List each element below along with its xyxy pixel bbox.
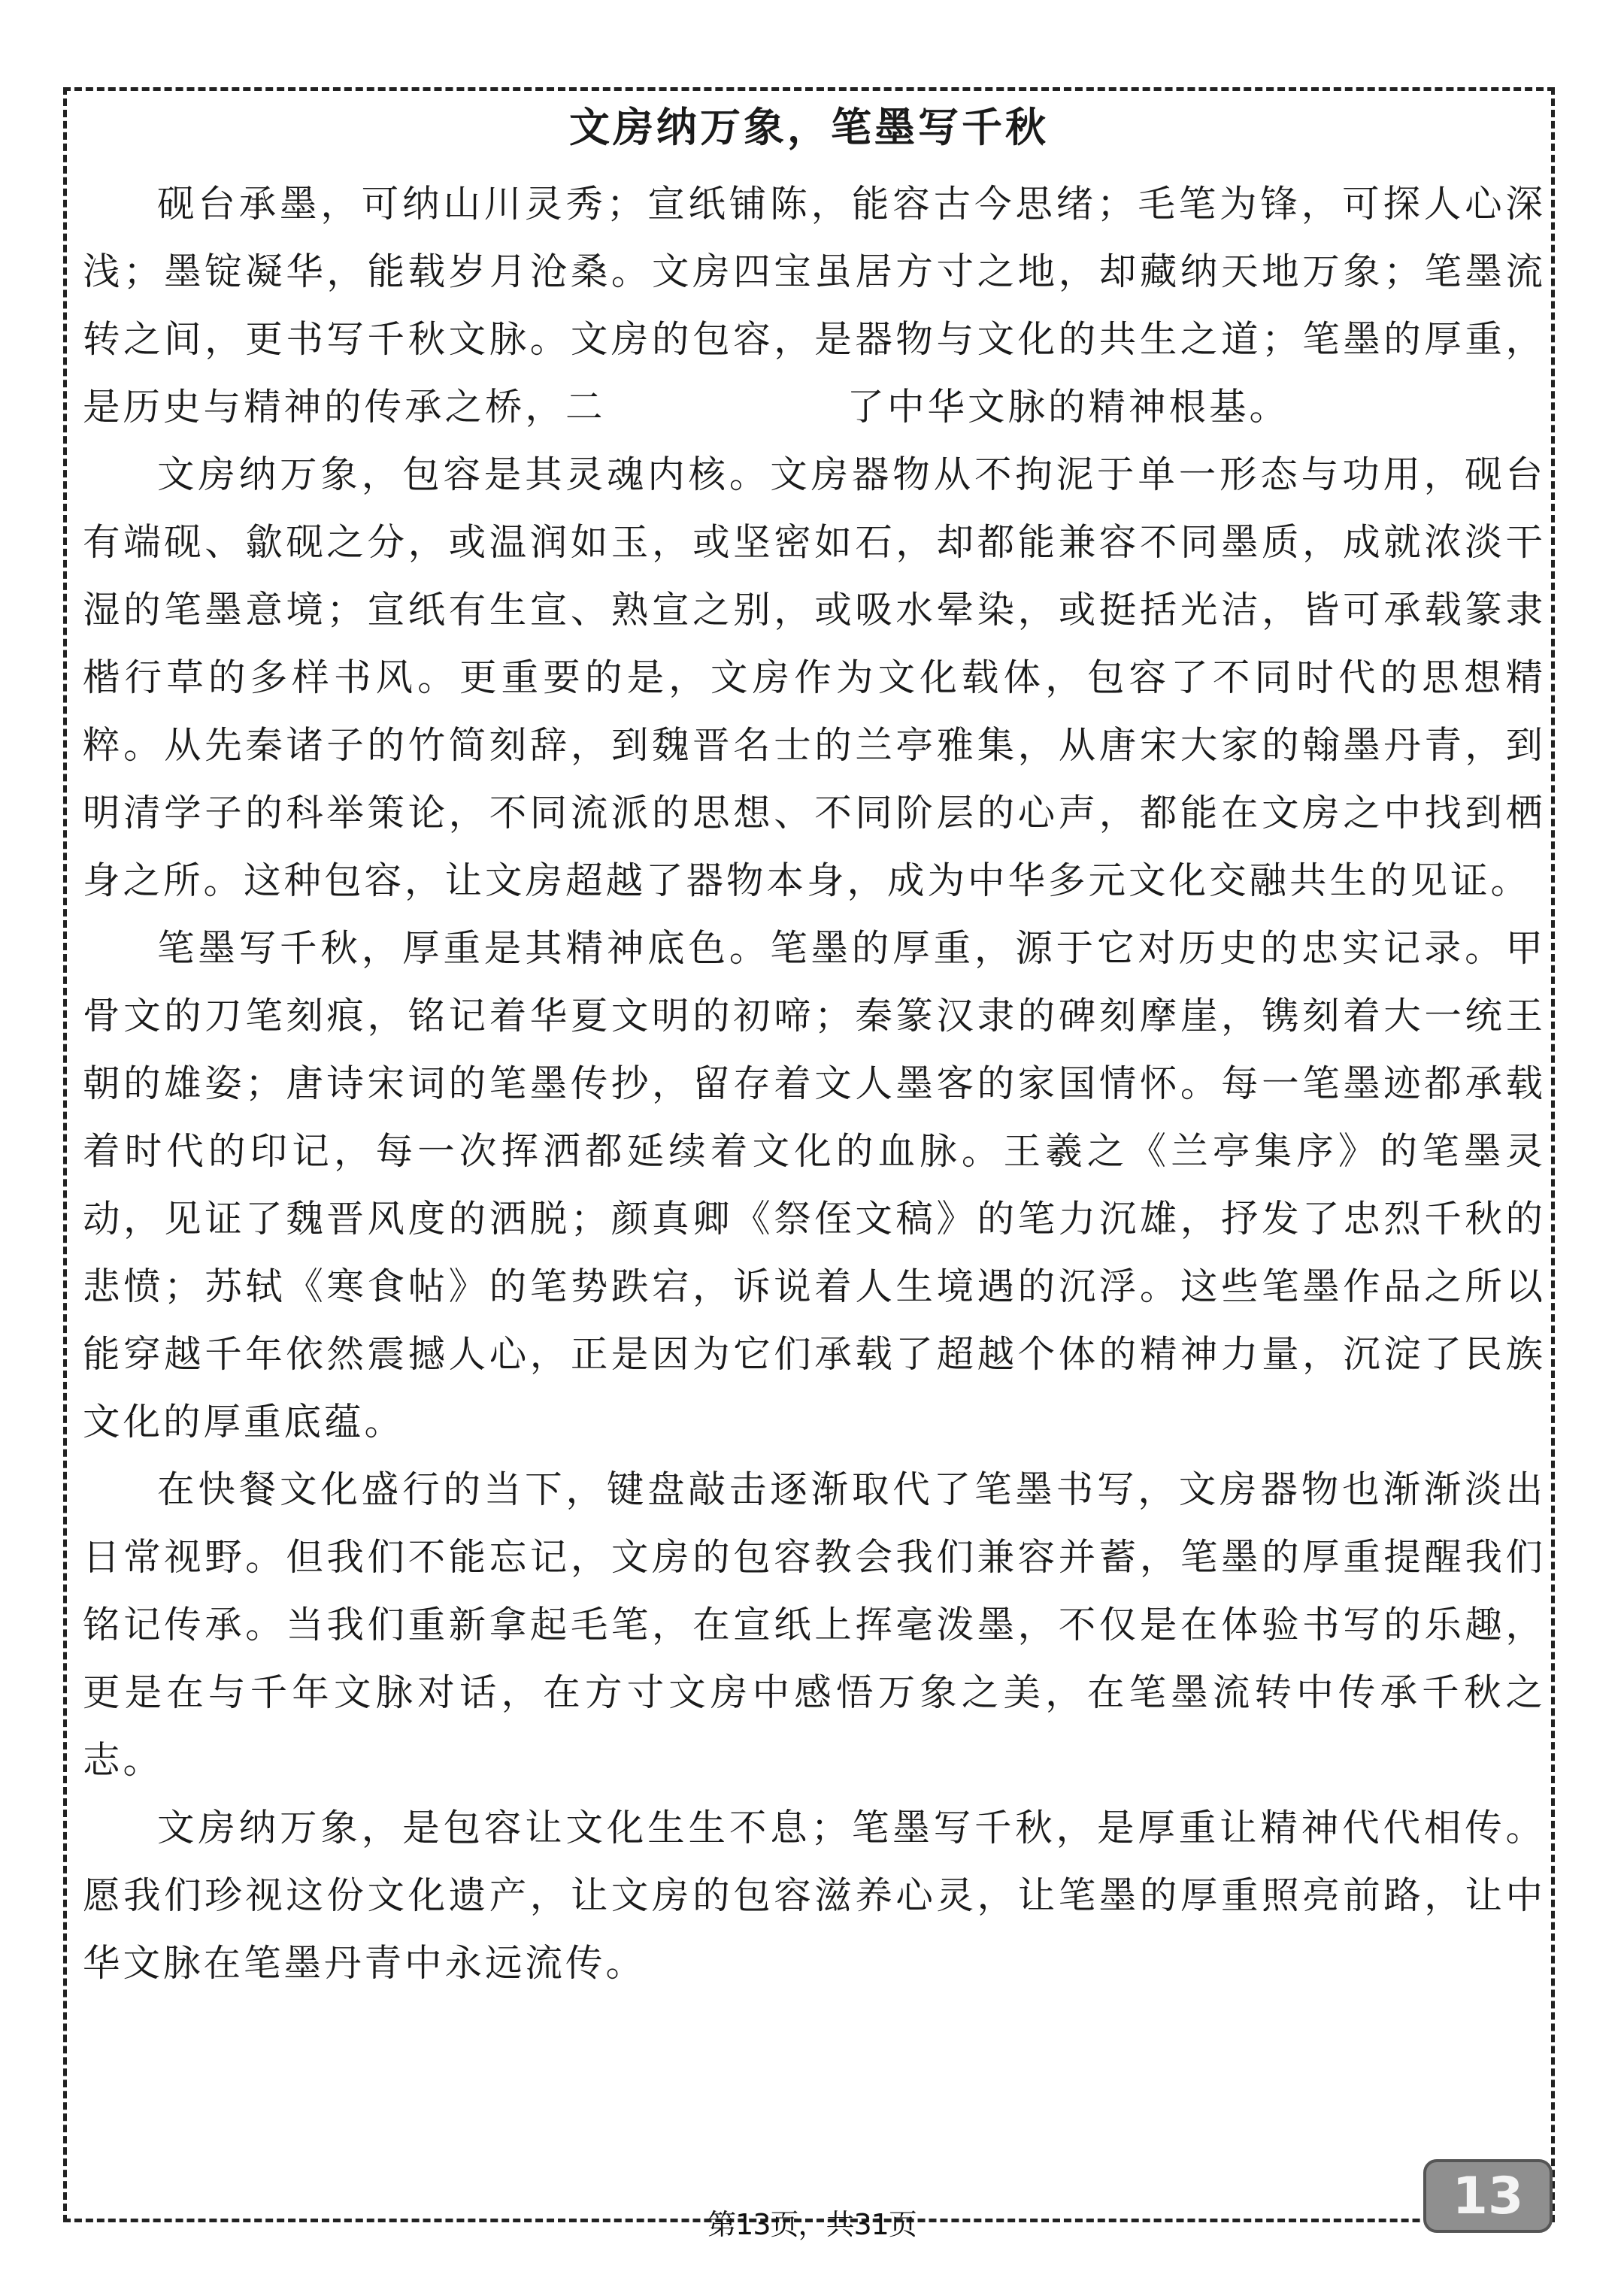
paragraph-4: 在快餐文化盛行的当下，键盘敲击逐渐取代了笔墨书写，文房器物也渐渐淡出日常视野。但我们不能忘记，文房的包容教会我们兼容并蓄，笔墨的厚重提醒我们铭记传承。当我们重新拿起毛笔，在宣纸上挥毫泼墨，不仅是在体验书写的乐趣，更是在与千年文脉对话，在方寸文房中感悟万象之美，在笔墨流转中传承千秋之志。 xyxy=(83,1468,1546,1782)
page-number-badge: 13 xyxy=(1423,2159,1553,2233)
essay-body xyxy=(83,170,1546,1997)
paragraph-3: 笔墨写千秋，厚重是其精神底色。笔墨的厚重，源于它对历史的忠实记录。甲骨文的刀笔刻痕，铭记着华夏文明的初啼；秦篆汉隶的碑刻摩崖，镌刻着大一统王朝的雄姿；唐诗宋词的笔墨传抄，留存着文人墨客的家国情怀。每一笔墨迹都承载着时代的印记，每一次挥洒都延续着文化的血脉。王羲之《兰亭集序》的笔墨灵动，见证了魏晋风度的洒脱；颜真卿《祭侄文稿》的笔力沉雄，抒发了忠烈千秋的悲愤；苏轼《寒食帖》的笔势跌宕，诉说着人生境遇的沉浮。这些笔墨作品之所以能穿越千年依然震撼人心，正是因为它们承载了超越个体的精神力量，沉淀了民族文化的厚重底蕴。 xyxy=(83,926,1546,1443)
paragraph-5: 文房纳万象，是包容让文化生生不息；笔墨写千秋，是厚重让精神代代相传。愿我们珍视这份文化遗产，让文房的包容滋养心灵，让笔墨的厚重照亮前路，让中华文脉在笔墨丹青中永远流传。 xyxy=(83,1806,1546,1985)
page-indicator: 第13页，共31页 xyxy=(707,2208,917,2241)
paragraph-1: 砚台承墨，可纳山川灵秀；宣纸铺陈，能容古今思绪；毛笔为锋，可探人心深浅；墨锭凝华，能载岁月沧桑。文房四宝虽居方寸之地，却藏纳天地万象；笔墨流转之间，更书写千秋文脉。文房的包容，是器物与文化的共生之道；笔墨的厚重，是历史与精神的传承之桥，二 了中华文脉的精神根基。 xyxy=(83,182,1546,429)
paragraph-2: 文房纳万象，包容是其灵魂内核。文房器物从不拘泥于单一形态与功用，砚台有端砚、歙砚之分，或温润如玉，或坚密如石，却都能兼容不同墨质，成就浓淡干湿的笔墨意境；宣纸有生宣、熟宣之别，或吸水晕染，或挺括光洁，皆可承载篆隶楷行草的多样书风。更重要的是，文房作为文化载体，包容了不同时代的思想精粹。从先秦诸子的竹简刻辞，到魏晋名士的兰亭雅集，从唐宋大家的翰墨丹青，到明清学子的科举策论，不同流派的思想、不同阶层的心声，都能在文房之中找到栖身之所。这种包容，让文房超越了器物本身，成为中华多元文化交融共生的见证。 xyxy=(83,453,1546,902)
essay-title: 文房纳万象，笔墨写千秋 xyxy=(569,104,1049,151)
